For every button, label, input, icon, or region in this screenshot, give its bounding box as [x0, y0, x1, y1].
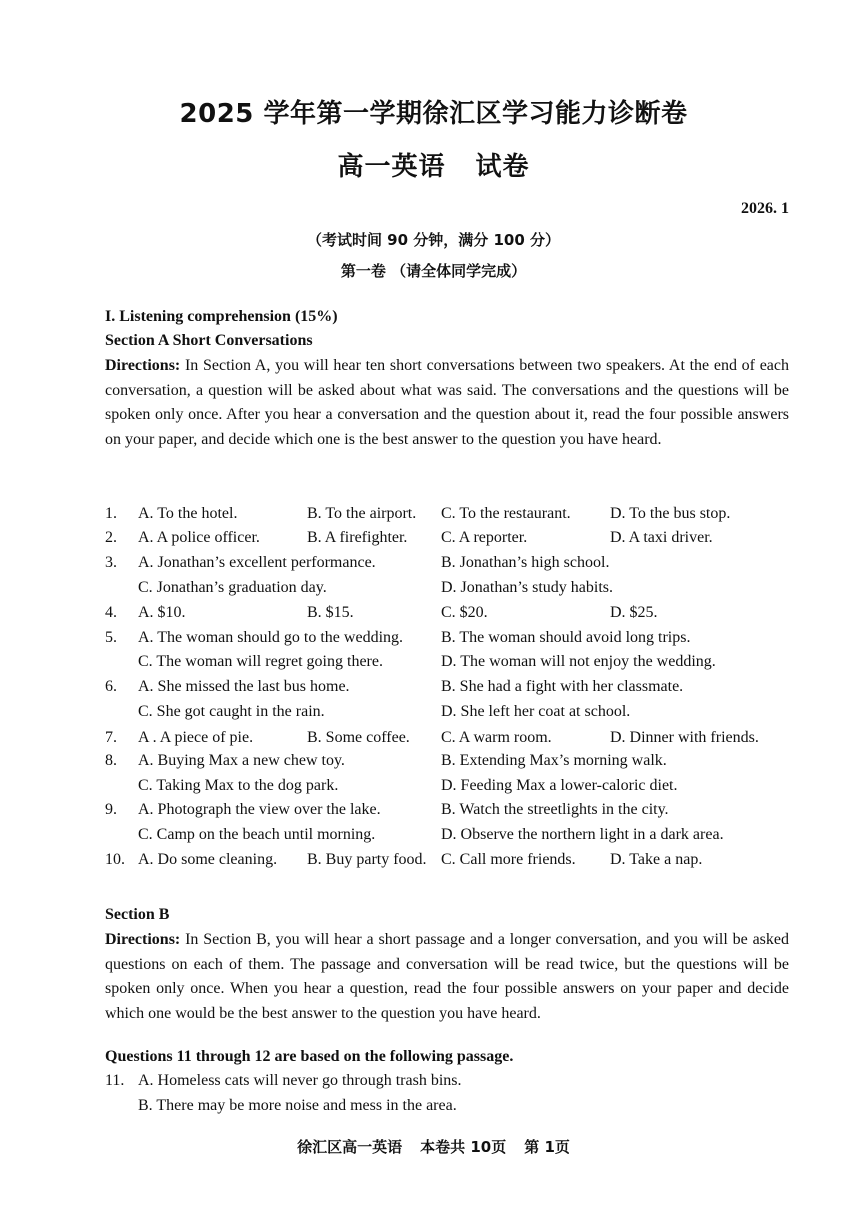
option-b: B. Some coffee. [307, 729, 410, 746]
directions-text: In Section A, you will hear ten short conversations between two speakers. At the end of each conversation, a question will be asked about what was said. The conversations and the questions will be spoken only once. After you hear a conversation and the question about it, read the four possible answers on your paper, and decide which one is the best answer to the question you have heard. [105, 357, 789, 448]
question-number: 6. [105, 678, 117, 695]
paper-label: 试卷 [475, 152, 530, 182]
footer-subject: 徐汇区高一英语 [297, 1138, 403, 1156]
option-b: B. Jonathan’s high school. [441, 554, 610, 571]
footer-page-number: 第 1页 [524, 1138, 570, 1156]
option-a: A. The woman should go to the wedding. [138, 629, 404, 646]
option-d: D. She left her coat at school. [441, 703, 631, 720]
question-number: 5. [105, 629, 117, 646]
directions-text: In Section B, you will hear a short passage and a longer conversation, and you will be asked questions on each of them. The passage and conversation will be read twice, but the questions will be spoken only once. When you hear a question, read the four possible answers on your paper and decide which one would be the best answer to the question you have heard. [105, 931, 789, 1022]
question-number: 7. [105, 729, 117, 746]
question-row [105, 678, 805, 702]
question-number: 11. [105, 1072, 125, 1089]
option-c: C. Taking Max to the dog park. [138, 777, 339, 794]
part1-heading: I. Listening comprehension (15%) [105, 308, 338, 325]
option-d: D. The woman will not enjoy the wedding. [441, 653, 716, 670]
option-a: A. Do some cleaning. [138, 851, 278, 868]
option-b: B. Watch the streetlights in the city. [441, 801, 669, 818]
question-row [105, 529, 805, 553]
option-b: B. To the airport. [307, 505, 417, 522]
question-number: 2. [105, 529, 117, 546]
question-number: 9. [105, 801, 117, 818]
passage-heading: Questions 11 through 12 are based on the following passage. [105, 1048, 514, 1065]
option-d: D. Take a nap. [610, 851, 703, 868]
question-number: 1. [105, 505, 117, 522]
question-row-continued [105, 703, 805, 727]
option-c: C. Jonathan’s graduation day. [138, 579, 327, 596]
option-b: B. $15. [307, 604, 354, 621]
option-c: C. A reporter. [441, 529, 528, 546]
section-a-directions [105, 354, 789, 452]
option-d: D. To the bus stop. [610, 505, 731, 522]
exam-title: 2025 学年第一学期徐汇区学习能力诊断卷 [179, 99, 688, 129]
option-a: A. Jonathan’s excellent performance. [138, 554, 376, 571]
option-d: D. Feeding Max a lower-caloric diet. [441, 777, 678, 794]
option-c: C. To the restaurant. [441, 505, 571, 522]
question-row [105, 554, 805, 578]
option-b: B. Extending Max’s morning walk. [441, 752, 667, 769]
option-d: D. Observe the northern light in a dark area. [441, 826, 724, 843]
question-row [105, 629, 805, 653]
option-a: A. Buying Max a new chew toy. [138, 752, 345, 769]
option-a: A. She missed the last bus home. [138, 678, 350, 695]
exam-subtitle [0, 146, 867, 183]
section-b-heading: Section B [105, 906, 170, 923]
part-label: 第一卷 （请全体同学完成） [340, 262, 527, 280]
option-b: B. Buy party food. [307, 851, 427, 868]
question-row [105, 729, 805, 753]
option-b: B. She had a fight with her classmate. [441, 678, 684, 695]
option-a: A. To the hotel. [138, 505, 238, 522]
option-b: B. The woman should avoid long trips. [441, 629, 691, 646]
option-d: D. A taxi driver. [610, 529, 713, 546]
section-b-directions [105, 928, 789, 1026]
footer-total-pages: 本卷共 10页 [420, 1138, 507, 1156]
question-row-continued [105, 579, 805, 603]
question-row [105, 505, 805, 529]
option-c: C. The woman will regret going there. [138, 653, 383, 670]
option-c: C. She got caught in the rain. [138, 703, 325, 720]
option-b: B. There may be more noise and mess in the area. [138, 1097, 457, 1114]
option-a: A . A piece of pie. [138, 729, 254, 746]
option-d: D. Dinner with friends. [610, 729, 759, 746]
question-row-continued [105, 777, 805, 801]
question-row [105, 604, 805, 628]
question-row [105, 851, 805, 875]
option-a: A. Photograph the view over the lake. [138, 801, 381, 818]
option-a: A. $10. [138, 604, 186, 621]
exam-date: 2026. 1 [741, 200, 789, 217]
question-row-continued [105, 653, 805, 677]
directions-label: Directions: [105, 357, 181, 374]
page-footer [0, 1136, 867, 1157]
option-a: A. Homeless cats will never go through trash bins. [138, 1072, 462, 1089]
question-row [105, 801, 805, 825]
section-a-heading: Section A Short Conversations [105, 332, 313, 349]
question-number: 4. [105, 604, 117, 621]
option-c: C. Camp on the beach until morning. [138, 826, 376, 843]
subject-label: 高一英语 [337, 152, 446, 182]
option-d: D. Jonathan’s study habits. [441, 579, 613, 596]
question-row [105, 752, 805, 776]
directions-label: Directions: [105, 931, 181, 948]
option-c: C. A warm room. [441, 729, 552, 746]
option-c: C. Call more friends. [441, 851, 576, 868]
question-number: 3. [105, 554, 117, 571]
option-b: B. A firefighter. [307, 529, 408, 546]
question-row-continued [105, 826, 805, 850]
option-c: C. $20. [441, 604, 488, 621]
option-a: A. A police officer. [138, 529, 260, 546]
question-number: 8. [105, 752, 117, 769]
option-d: D. $25. [610, 604, 658, 621]
exam-info: （考试时间 90 分钟，满分 100 分） [306, 231, 561, 249]
question-number: 10. [105, 851, 125, 868]
